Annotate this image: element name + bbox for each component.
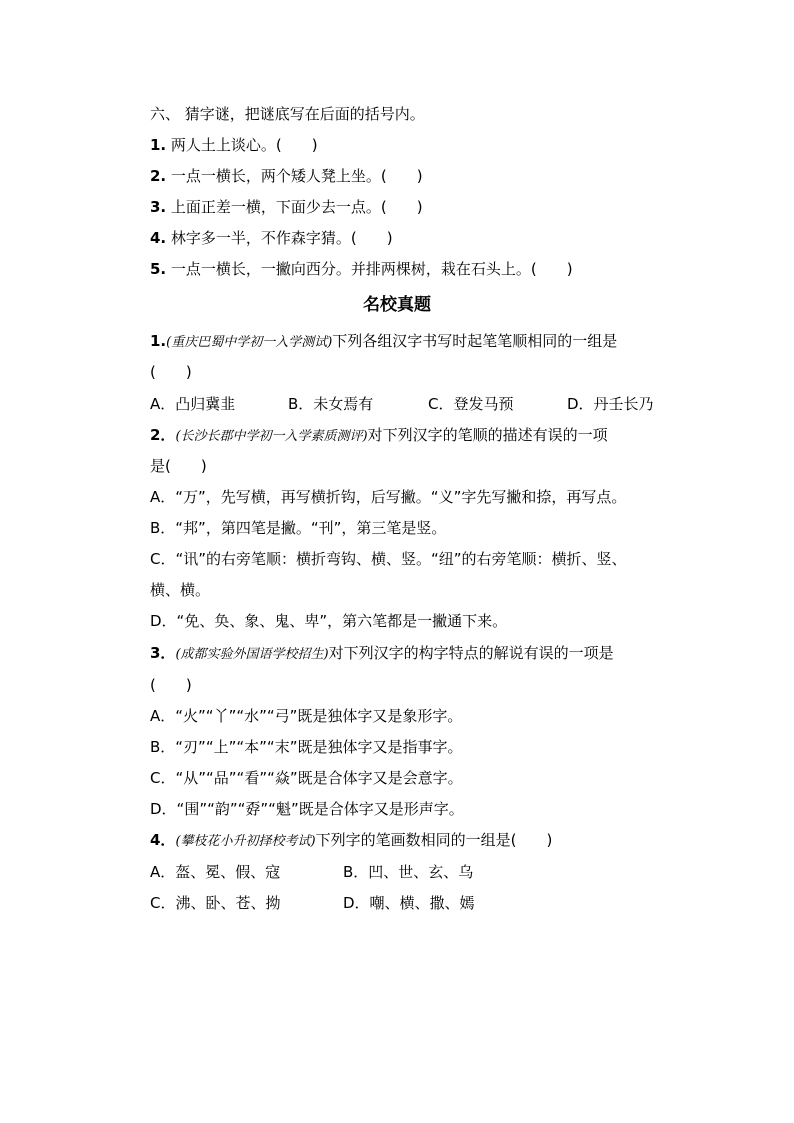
question-2-stem-cont: 是( ) bbox=[150, 457, 207, 475]
q2-option-a: A．“万”，先写横，再写横折钩，后写撇。“义”字先写撇和捺，再写点。 bbox=[150, 488, 627, 506]
riddle-3: 3. 上面正差一横，下面少去一点。( ) bbox=[150, 198, 423, 216]
q3-option-b: B．“刃”“上”“本”“末”既是独体字又是指事字。 bbox=[150, 738, 463, 756]
q4-option-b: B．凹、世、玄、乌 bbox=[343, 863, 474, 881]
question-1-stem: 1.(重庆巴蜀中学初一入学测试)下列各组汉字书写时起笔笔顺相同的一组是 bbox=[150, 332, 618, 350]
riddle-2: 2. 一点一横长，两个矮人凳上坐。( ) bbox=[150, 167, 423, 185]
q4-option-a: A．盔、冕、假、寇 bbox=[150, 863, 281, 881]
question-source: (成都实验外国语学校招生) bbox=[175, 647, 329, 662]
q2-option-d: D．“免、奂、象、鬼、卑”，第六笔都是一撇通下来。 bbox=[150, 612, 508, 630]
section-title: 名校真题 bbox=[363, 295, 431, 315]
q1-option-d: D．丹壬长乃 bbox=[567, 395, 654, 413]
q2-option-c: C．“讯”的右旁笔顺：横折弯钩、横、竖。“纽”的右旁笔顺：横折、竖、 bbox=[150, 550, 627, 568]
q3-option-c: C．“从”“品”“看”“焱”既是合体字又是会意字。 bbox=[150, 769, 463, 787]
q2-option-b: B．“邦”，第四笔是撇。“刊”，第三笔是竖。 bbox=[150, 519, 447, 537]
q4-option-c: C．沸、卧、苍、拗 bbox=[150, 894, 281, 912]
question-source: (长沙长郡中学初一入学素质测评) bbox=[175, 429, 368, 444]
q1-option-c: C．登发马预 bbox=[428, 395, 514, 413]
q1-option-b: B．未女焉有 bbox=[288, 395, 374, 413]
section-six-header: 六、 猜字谜，把谜底写在后面的括号内。 bbox=[150, 105, 425, 123]
q1-option-a: A．凸归冀韭 bbox=[150, 395, 236, 413]
question-source: (重庆巴蜀中学初一入学测试) bbox=[166, 335, 333, 350]
question-4-stem: 4．(攀枝花小升初择校考试)下列字的笔画数相同的一组是( ) bbox=[150, 831, 553, 849]
question-3-blank: ( ) bbox=[150, 676, 192, 694]
riddle-4: 4. 林字多一半，不作森字猜。( ) bbox=[150, 229, 393, 247]
question-2-stem: 2．(长沙长郡中学初一入学素质测评)对下列汉字的笔顺的描述有误的一项 bbox=[150, 426, 608, 444]
question-1-blank: ( ) bbox=[150, 363, 192, 381]
q3-option-a: A．“火”“丫”“水”“弓”既是独体字又是象形字。 bbox=[150, 707, 463, 725]
riddle-1: 1. 两人土上谈心。( ) bbox=[150, 136, 318, 154]
question-3-stem: 3．(成都实验外国语学校招生)对下列汉字的构字特点的解说有误的一项是 bbox=[150, 644, 614, 662]
q3-option-d: D．“围”“韵”“孬”“魁”既是合体字又是形声字。 bbox=[150, 800, 464, 818]
question-source: (攀枝花小升初择校考试) bbox=[175, 834, 316, 849]
q4-option-d: D．嘲、横、撒、嫣 bbox=[343, 894, 475, 912]
q2-option-c-cont: 横、横。 bbox=[150, 581, 211, 599]
riddle-5: 5. 一点一横长，一撇向西分。并排两棵树，栽在石头上。( ) bbox=[150, 260, 573, 278]
